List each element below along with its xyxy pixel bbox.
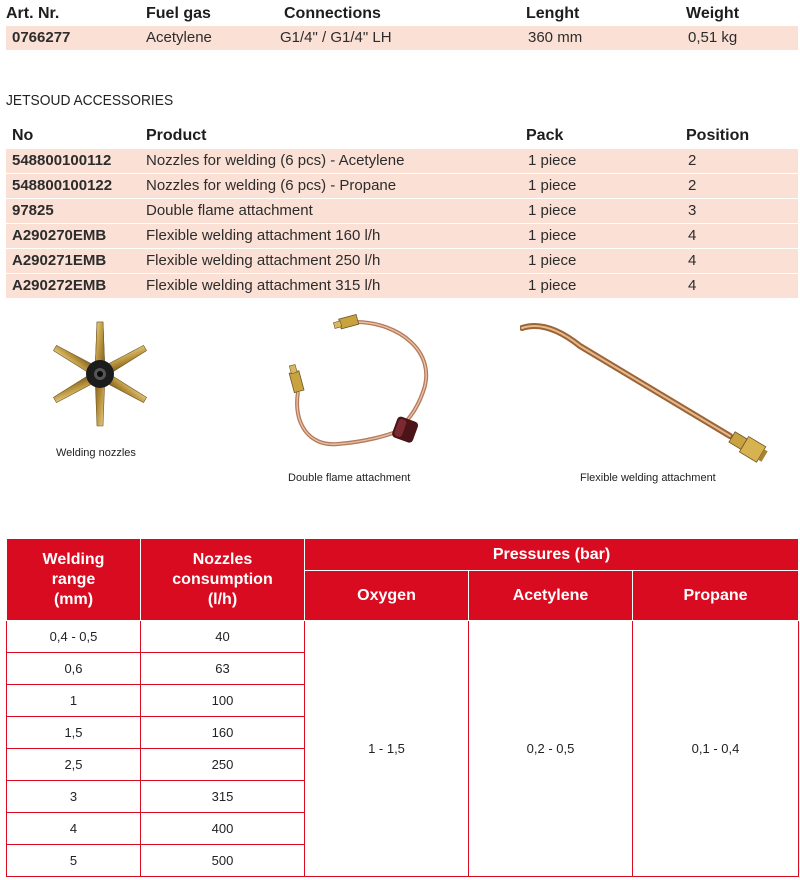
accessory-product: Nozzles for welding (6 pcs) - Propane (146, 177, 397, 194)
accessory-row (6, 174, 798, 198)
cell-welding-range: 2,5 (7, 749, 141, 781)
header-art-nr: Art. Nr. (6, 5, 60, 22)
accessory-row (6, 199, 798, 223)
cell-art-nr: 0766277 (12, 29, 71, 46)
accessory-position: 4 (688, 252, 697, 269)
header-nozzles-consumption (141, 539, 305, 621)
cell-consumption: 400 (141, 813, 305, 845)
accessory-position: 4 (688, 277, 697, 294)
accessory-position: 2 (688, 152, 697, 169)
accessory-product: Nozzles for welding (6 pcs) - Acetylene (146, 152, 405, 169)
flexible-welding-attachment-image (520, 316, 790, 476)
header-no: No (12, 127, 34, 144)
header-pack: Pack (526, 127, 564, 144)
cell-welding-range: 0,6 (7, 653, 141, 685)
cell-welding-range: 1,5 (7, 717, 141, 749)
header-length: Lenght (526, 5, 580, 22)
header-pressures: Pressures (bar) (305, 539, 799, 571)
pressure-table-body (7, 621, 799, 877)
accessory-position: 4 (688, 227, 697, 244)
accessory-pack: 1 piece (528, 177, 577, 194)
header-welding-range-line3: (mm) (53, 590, 94, 608)
cell-welding-range: 5 (7, 845, 141, 877)
header-welding-range-line1: Welding (42, 550, 105, 568)
cell-weight: 0,51 kg (688, 29, 738, 46)
header-acetylene: Acetylene (469, 571, 633, 621)
accessory-row (6, 149, 798, 173)
header-welding-range-line2: range (51, 570, 96, 588)
double-flame-attachment-image (278, 312, 438, 462)
flexible-welding-attachment-caption: Flexible welding attachment (580, 472, 716, 484)
cell-welding-range: 0,4 - 0,5 (7, 621, 141, 653)
welding-nozzles-caption: Welding nozzles (56, 447, 136, 459)
accessories-header (6, 124, 798, 148)
accessories-rows (6, 148, 798, 298)
accessory-product: Flexible welding attachment 315 l/h (146, 277, 381, 294)
cell-length: 360 mm (528, 29, 583, 46)
accessory-product: Flexible welding attachment 250 l/h (146, 252, 381, 269)
header-position: Position (686, 127, 750, 144)
cell-welding-range: 3 (7, 781, 141, 813)
cell-welding-range: 4 (7, 813, 141, 845)
product-spec-table (6, 2, 798, 50)
accessory-product: Flexible welding attachment 160 l/h (146, 227, 381, 244)
cell-fuel-gas: Acetylene (146, 29, 212, 46)
cell-consumption: 63 (141, 653, 305, 685)
header-oxygen: Oxygen (305, 571, 469, 621)
header-product: Product (146, 127, 207, 144)
cell-consumption: 160 (141, 717, 305, 749)
accessories-table (6, 124, 798, 298)
header-consumption-line3: (l/h) (207, 590, 238, 608)
accessory-position: 3 (688, 202, 697, 219)
header-weight: Weight (686, 5, 740, 22)
cell-consumption: 315 (141, 781, 305, 813)
double-flame-attachment-caption: Double flame attachment (288, 472, 411, 484)
accessory-no: A290271EMB (12, 252, 107, 269)
accessory-no: A290272EMB (12, 277, 107, 294)
accessory-pack: 1 piece (528, 252, 577, 269)
cell-consumption: 250 (141, 749, 305, 781)
accessory-row (6, 274, 798, 298)
accessory-pack: 1 piece (528, 202, 577, 219)
accessory-no: 548800100112 (12, 152, 112, 169)
accessory-product: Double flame attachment (146, 202, 313, 219)
welding-nozzles-image (30, 312, 170, 442)
cell-consumption: 500 (141, 845, 305, 877)
header-fuel-gas: Fuel gas (146, 5, 211, 22)
accessory-no: 548800100122 (12, 177, 113, 194)
cell-welding-range: 1 (7, 685, 141, 717)
header-connections: Connections (284, 5, 381, 22)
accessory-row (6, 249, 798, 273)
accessory-no: 97825 (12, 202, 54, 219)
accessory-pack: 1 piece (528, 227, 577, 244)
cell-consumption: 100 (141, 685, 305, 717)
cell-consumption: 40 (141, 621, 305, 653)
cell-pressure-propane: 0,1 - 0,4 (633, 621, 799, 877)
accessory-pack: 1 piece (528, 152, 577, 169)
accessory-pack: 1 piece (528, 277, 577, 294)
accessory-no: A290270EMB (12, 227, 107, 244)
accessories-title: JETSOUD ACCESSORIES (6, 92, 174, 109)
pressure-table (6, 538, 799, 877)
accessory-row (6, 224, 798, 248)
header-propane: Propane (633, 571, 799, 621)
cell-connections: G1/4" / G1/4" LH (280, 29, 392, 46)
header-consumption-line1: Nozzles (192, 550, 253, 568)
cell-pressure-acetylene: 0,2 - 0,5 (469, 621, 633, 877)
product-spec-row (6, 26, 798, 50)
header-consumption-line2: consumption (172, 570, 273, 588)
accessory-position: 2 (688, 177, 697, 194)
header-welding-range (7, 539, 141, 621)
pressure-row (7, 621, 799, 653)
cell-pressure-oxygen: 1 - 1,5 (305, 621, 469, 877)
product-spec-header (6, 2, 798, 26)
